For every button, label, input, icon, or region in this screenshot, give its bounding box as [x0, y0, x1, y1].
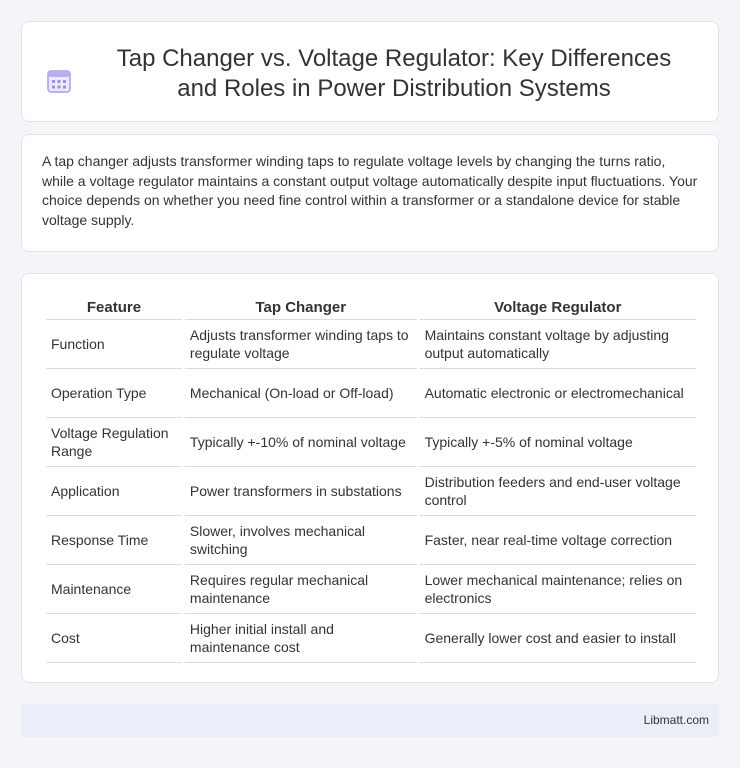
intro-card	[21, 134, 719, 252]
tap-changer-cell: Higher initial install and maintenance cost	[185, 614, 417, 663]
voltage-regulator-cell: Typically +-5% of nominal voltage	[420, 418, 696, 467]
table-row	[46, 418, 696, 467]
header-voltage-regulator: Voltage Regulator	[420, 294, 696, 320]
intro-text: A tap changer adjusts transformer winding taps to regulate voltage levels by changing the turns ratio, while a voltage regulator maintains a constant output voltage automatically despite input fluctuations. Your choice depends on whether you need fine control within a transformer or a standalone device for stable voltage supply.	[42, 153, 698, 228]
page-title: Tap Changer vs. Voltage Regulator: Key Differences and Roles in Power Distribution Systems	[116, 45, 672, 102]
voltage-regulator-cell: Distribution feeders and end-user voltage control	[420, 467, 696, 516]
voltage-regulator-cell: Faster, near real-time voltage correction	[420, 516, 696, 565]
tap-changer-cell: Slower, involves mechanical switching	[185, 516, 417, 565]
tap-changer-cell: Requires regular mechanical maintenance	[185, 565, 417, 614]
voltage-regulator-cell: Automatic electronic or electromechanical	[420, 369, 696, 418]
tap-changer-cell: Power transformers in substations	[185, 467, 417, 516]
feature-cell: Operation Type	[46, 369, 182, 418]
tap-changer-cell: Typically +-10% of nominal voltage	[185, 418, 417, 467]
voltage-regulator-cell: Generally lower cost and easier to install	[420, 614, 696, 663]
table-row	[46, 467, 696, 516]
comparison-card	[21, 273, 719, 683]
voltage-regulator-cell: Maintains constant voltage by adjusting output automatically	[420, 320, 696, 369]
calendar-icon	[46, 68, 72, 94]
voltage-regulator-cell: Lower mechanical maintenance; relies on electronics	[420, 565, 696, 614]
header-feature: Feature	[46, 294, 182, 320]
table-header-row	[46, 294, 696, 320]
feature-cell: Cost	[46, 614, 182, 663]
feature-cell: Application	[46, 467, 182, 516]
table-row	[46, 320, 696, 369]
feature-cell: Voltage Regulation Range	[46, 418, 182, 467]
title-card	[21, 21, 719, 122]
footer-bar	[21, 704, 719, 737]
feature-cell: Maintenance	[46, 565, 182, 614]
source-link[interactable]: Libmatt.com	[643, 713, 709, 727]
table-row	[46, 565, 696, 614]
table-row	[46, 369, 696, 418]
tap-changer-cell: Mechanical (On-load or Off-load)	[185, 369, 417, 418]
feature-cell: Function	[46, 320, 182, 369]
table-row	[46, 614, 696, 663]
comparison-table	[43, 294, 699, 663]
header-tap-changer: Tap Changer	[185, 294, 417, 320]
tap-changer-cell: Adjusts transformer winding taps to regulate voltage	[185, 320, 417, 369]
table-row	[46, 516, 696, 565]
feature-cell: Response Time	[46, 516, 182, 565]
